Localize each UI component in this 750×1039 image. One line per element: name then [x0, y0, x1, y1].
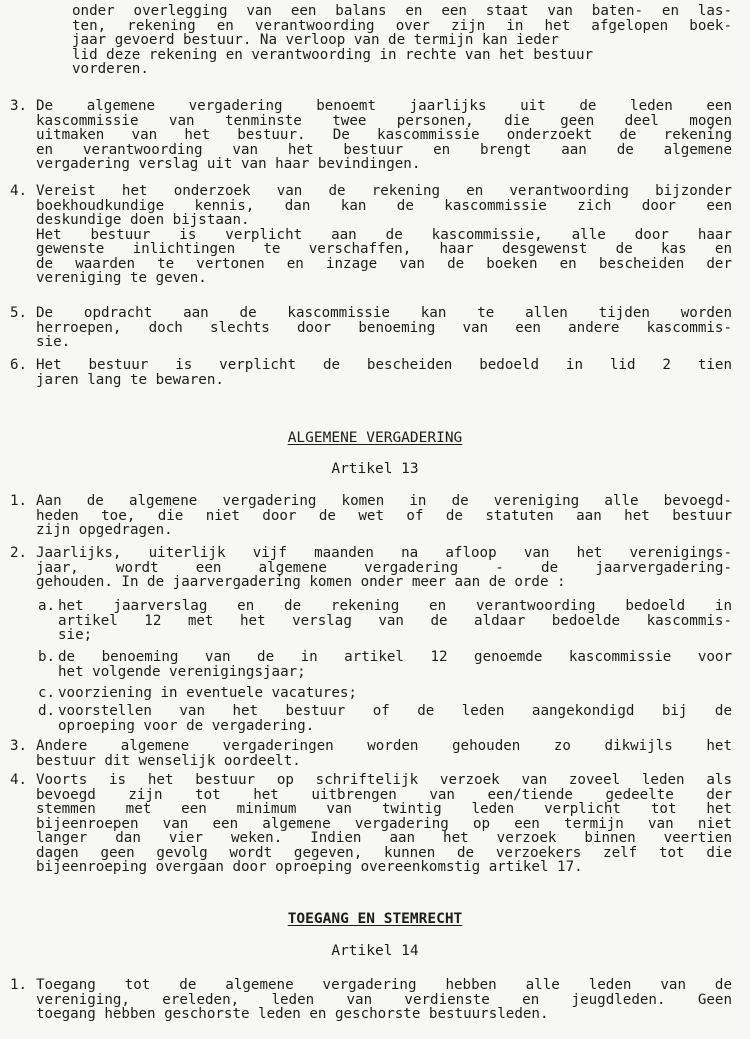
text-line: sie; — [58, 627, 93, 643]
text-line: toegang hebben geschorste leden en geschorste bestuursleden. — [36, 1006, 549, 1022]
text-line: voorstellen van het bestuur of de leden aangekondigd bij de — [58, 703, 732, 719]
text-line: Voorts is het bestuur op schriftelijk verzoek van zoveel leden als — [36, 772, 732, 788]
text-line: zijn opgedragen. — [36, 522, 173, 538]
item-text — [36, 978, 732, 1022]
text-line: en verantwoording van het bestuur en brengt aan de algemene — [36, 141, 732, 158]
text-line: bevoegd zijn tot het uitbrengen van een/tiende gedeelte der — [36, 786, 732, 803]
text-line: artikel 12 met het verslag van de aldaar bedoelde kascommis- — [58, 612, 732, 629]
intro-paragraph — [72, 4, 732, 77]
article-title — [0, 944, 750, 959]
text-line: dagen geen gevolg wordt gegeven, kunnen de verzoekers zelf tot die — [36, 844, 732, 861]
text-line: Andere algemene vergaderingen worden gehouden zo dikwijls het — [36, 738, 732, 754]
item-number: 3. — [10, 98, 28, 114]
item-text — [36, 306, 732, 350]
sub-item-letter: a. — [38, 598, 56, 614]
text-line: Vereist het onderzoek van de rekening en verantwoording bijzonder — [36, 183, 732, 199]
article-title-text: Artikel 13 — [331, 461, 419, 477]
text-line: gehouden. In de jaarvergadering komen onder meer aan de orde : — [36, 574, 566, 590]
text-line: deskundige doen bijstaan. — [36, 212, 250, 228]
text-line: bijeenroeping overgaan door oproeping overeenkomstig artikel 17. — [36, 859, 583, 875]
text-line: Het bestuur is verplicht de bescheiden bedoeld in lid 2 tien — [36, 357, 732, 373]
text-line: oproeping voor de vergadering. — [58, 717, 315, 734]
section-heading — [0, 912, 750, 927]
text-line: De opdracht aan de kascommissie kan te allen tijden worden — [36, 305, 732, 321]
sub-item-text — [58, 704, 732, 733]
sub-item-text — [58, 686, 732, 701]
text-line: De algemene vergadering benoemt jaarlijks uit de leden een — [36, 98, 732, 114]
item-text — [36, 358, 732, 387]
text-line: vereniging, ereleden, leden van verdienste en jeugdleden. Geen — [36, 991, 732, 1008]
text-line: vergadering verslag uit van haar bevindingen. — [36, 156, 421, 172]
text-line: boekhoudkundige kennis, dan kan de kascommissie zich door een — [36, 197, 732, 214]
sub-item-letter: d. — [38, 703, 56, 719]
text-line: jaar, wordt een algemene vergadering - de jaarvergadering- — [36, 559, 732, 576]
text-line: het volgende verenigingsjaar; — [58, 663, 306, 680]
text-line: Het bestuur is verplicht aan de kascommissie, alle door haar — [36, 226, 732, 243]
text-line: jaren lang te bewaren. — [36, 371, 224, 388]
text-line: Toegang tot de algemene vergadering hebben alle leden van de — [36, 977, 732, 993]
text-line: gewenste inlichtingen te verschaffen, haar desgewenst de kas en — [36, 241, 732, 257]
item-number: 1. — [10, 977, 28, 993]
text-line: Aan de algemene vergadering komen in de vereniging alle bevoegd- — [36, 493, 732, 509]
text-line: vereniging te geven. — [36, 270, 207, 286]
item-number: 6. — [10, 357, 28, 373]
text-line: ten, rekening en verantwoording over zijn in het afgelopen boek- — [72, 17, 732, 34]
text-line: langer dan vier weken. Indien aan het verzoek binnen veertien — [36, 830, 732, 846]
article-title — [0, 462, 750, 477]
item-number: 5. — [10, 305, 28, 321]
item-number: 3. — [10, 738, 28, 754]
item-number: 2. — [10, 545, 28, 561]
text-line: onder overlegging van een balans en een staat van baten- en las- — [72, 3, 732, 19]
text-line: voorziening in eventuele vacatures; — [58, 685, 357, 701]
item-number: 4. — [10, 183, 28, 199]
article-title-text: Artikel 14 — [331, 943, 419, 959]
text-line: herroepen, doch slechts door benoeming van een andere kascommis- — [36, 319, 732, 336]
item-number: 4. — [10, 772, 28, 788]
sub-item-letter: c. — [38, 685, 56, 701]
item-text — [36, 184, 732, 286]
item-text — [36, 739, 732, 768]
section-heading — [0, 431, 750, 446]
text-line: stemmen met een minimum van twintig leden verplicht tot het — [36, 801, 732, 817]
text-line: lid deze rekening en verantwoording in rechte van het bestuur — [72, 46, 594, 63]
sub-item-text — [58, 650, 732, 679]
item-text — [36, 99, 732, 172]
text-line: kascommissie van tenminste twee personen, die geen deel mogen — [36, 112, 732, 129]
item-text — [36, 546, 732, 590]
text-line: de waarden te vertonen en inzage van de boeken en bescheiden der — [36, 255, 732, 272]
text-line: uitmaken van het bestuur. De kascommissie onderzoekt de rekening — [36, 127, 732, 143]
text-line: Jaarlijks, uiterlijk vijf maanden na afloop van het verenigings- — [36, 545, 732, 561]
text-line: jaar gevoerd bestuur. Na verloop van de termijn kan ieder — [72, 32, 559, 48]
sub-item-letter: b. — [38, 649, 56, 665]
section-heading-text: ALGEMENE VERGADERING — [287, 430, 463, 446]
sub-item-text — [58, 599, 732, 643]
text-line: sie. — [36, 334, 71, 350]
text-line: het jaarverslag en de rekening en verantwoording bedoeld in — [58, 598, 732, 614]
text-line: de benoeming van de in artikel 12 genoemde kascommissie voor — [58, 649, 732, 665]
item-text — [36, 773, 732, 875]
text-line: bijeenroepen van een algemene vergadering op een termijn van niet — [36, 815, 732, 832]
text-line: vorderen. — [72, 61, 149, 77]
item-text — [36, 494, 732, 538]
item-number: 1. — [10, 493, 28, 509]
text-line: bestuur dit wenselijk oordeelt. — [36, 752, 301, 769]
text-line: heden toe, die niet door de wet of de statuten aan het bestuur — [36, 507, 732, 524]
section-heading-text: TOEGANG EN STEMRECHT — [287, 911, 463, 927]
